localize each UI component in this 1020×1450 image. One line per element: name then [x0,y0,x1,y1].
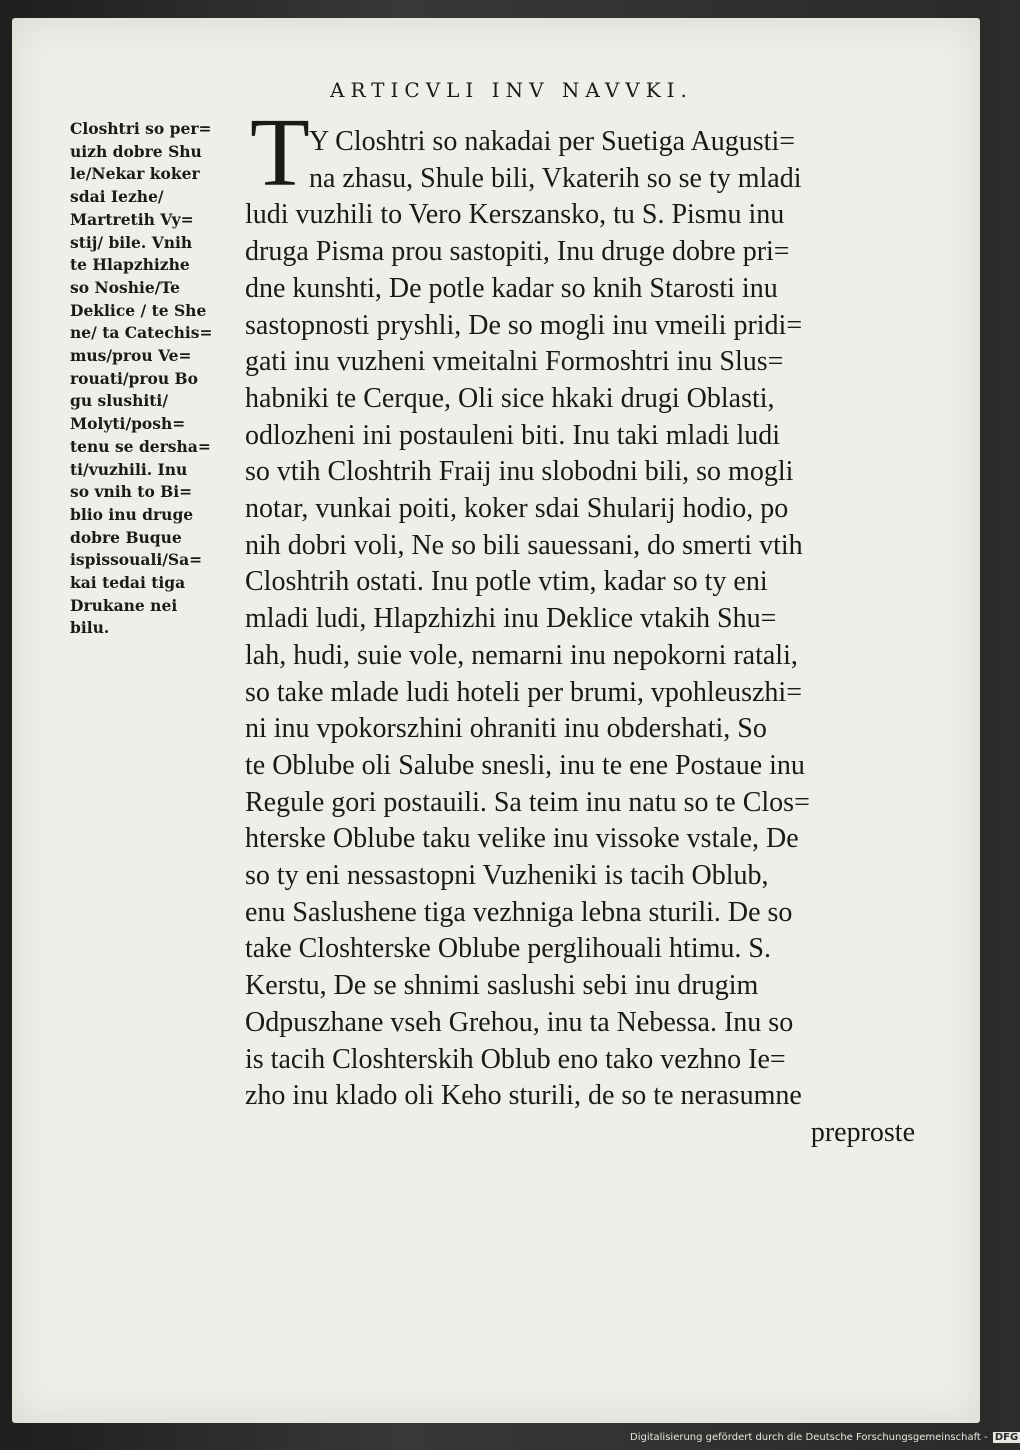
catchword: preproste [810,1116,915,1148]
marginal-note-line: sdai Iezhe/ [70,187,164,207]
drop-cap: T [250,99,310,207]
marginal-note-line: kai tedai tiga [70,573,186,593]
text-line: take Closhterske Oblube perglihouali htimu. S. [245,933,771,965]
marginal-note-line: bilu. [70,618,110,638]
text-line: Kerstu, De se shnimi saslushi sebi inu drugim [245,970,759,1002]
marginal-note-line: Closhtri so per= [70,119,212,138]
marginal-note-line: te Hlapzhizhe [70,255,190,275]
marginal-note-line: Martretih Vy= [70,209,194,229]
text-line: Regule gori postauili. Sa teim inu natu so te Clos= [245,786,810,818]
text-line: ludi vuzhili to Vero Kerszansko, tu S. Pismu inu [245,199,785,231]
dfg-logo: DFG [994,1432,1019,1443]
main-text-block [245,124,915,1152]
digitization-footer [630,1432,1020,1443]
text-line: is tacih Closhterskih Oblub eno tako vezhno Ie= [245,1043,786,1075]
text-line: odlozheni ini postauleni biti. Inu taki mladi ludi [245,419,781,451]
marginal-note-line: dobre Buque [70,527,182,547]
marginal-note-line: gu slushiti/ [70,391,168,411]
text-line: Y Closhtri so nakadai per Suetiga Augusti= [309,126,796,157]
marginal-note-line: ispissouali/Sa= [70,550,203,570]
marginal-note-line: mus/prou Ve= [70,346,192,366]
text-line: Odpuszhane vseh Grehou, inu ta Nebessa. Inu so [245,1006,794,1038]
text-line: Closhtrih ostati. Inu potle vtim, kadar so ty eni [245,566,768,598]
marginal-note-line: so Noshie/Te [70,277,180,297]
marginal-note [70,118,245,640]
marginal-note-line: tenu se dersha= [70,436,211,456]
text-line: ni inu vpokorszhini ohraniti inu obdershati, So [245,713,767,745]
text-line: te Oblube oli Salube snesli, inu te ene Postaue inu [245,749,805,781]
marginal-note-line: Deklice / te She [70,300,207,320]
text-line: sastopnosti pryshli, De so mogli inu vmeili pridi= [245,309,803,341]
text-line: notar, vunkai poiti, koker sdai Shularij hodio, po [245,493,789,525]
text-line: na zhasu, Shule bili, Vkaterih so se ty mladi [309,162,802,194]
text-line: habniki te Cerque, Oli sice hkaki drugi Oblasti, [245,382,775,414]
text-line: druga Pisma prou sastopiti, Inu druge dobre pri= [245,236,790,268]
text-line: nih dobri voli, Ne so bili sauessani, do smerti vtih [245,529,803,561]
marginal-note-line: blio inu druge [70,504,194,524]
marginal-note-line: Molyti/posh= [70,414,186,434]
running-head: ARTICVLI INV NAVVKI. [330,78,693,102]
marginal-note-line: Drukane nei [70,595,178,615]
marginal-note-line: uizh dobre Shu [70,141,202,161]
text-line: gati inu vuzheni vmeitalni Formoshtri inu Slus= [245,346,784,378]
text-line: dne kunshti, De potle kadar so knih Starosti inu [245,272,778,304]
marginal-note-line: so vnih to Bi= [70,482,193,502]
text-line: so take mlade ludi hoteli per brumi, vpohleuszhi= [245,676,803,708]
marginal-note-line: ti/vuzhili. Inu [70,459,188,479]
text-line: so ty eni nessastopni Vuzheniki is tacih Oblub, [245,860,769,892]
marginal-note-line: stij/ bile. Vnih [70,232,193,252]
text-line: mladi ludi, Hlapzhizhi inu Deklice vtakih Shu= [245,603,777,635]
text-line: lah, hudi, suie vole, nemarni inu nepokorni ratali, [245,639,798,671]
text-line: enu Saslushene tiga vezhniga lebna sturili. De so [245,896,793,928]
text-line: zho inu klado oli Keho sturili, de so te nerasumne [245,1080,802,1112]
text-line: so vtih Closhtrih Fraij inu slobodni bili, so mogli [245,456,794,488]
text-line: hterske Oblube taku velike inu vissoke vstale, De [245,823,799,855]
marginal-note-line: rouati/prou Bo [70,368,198,388]
footer-text: Digitalisierung gefördert durch die Deutsche Forschungsgemeinschaft - [630,1432,988,1443]
marginal-note-line: ne/ ta Catechis= [70,323,213,343]
marginal-note-line: le/Nekar koker [70,164,200,184]
